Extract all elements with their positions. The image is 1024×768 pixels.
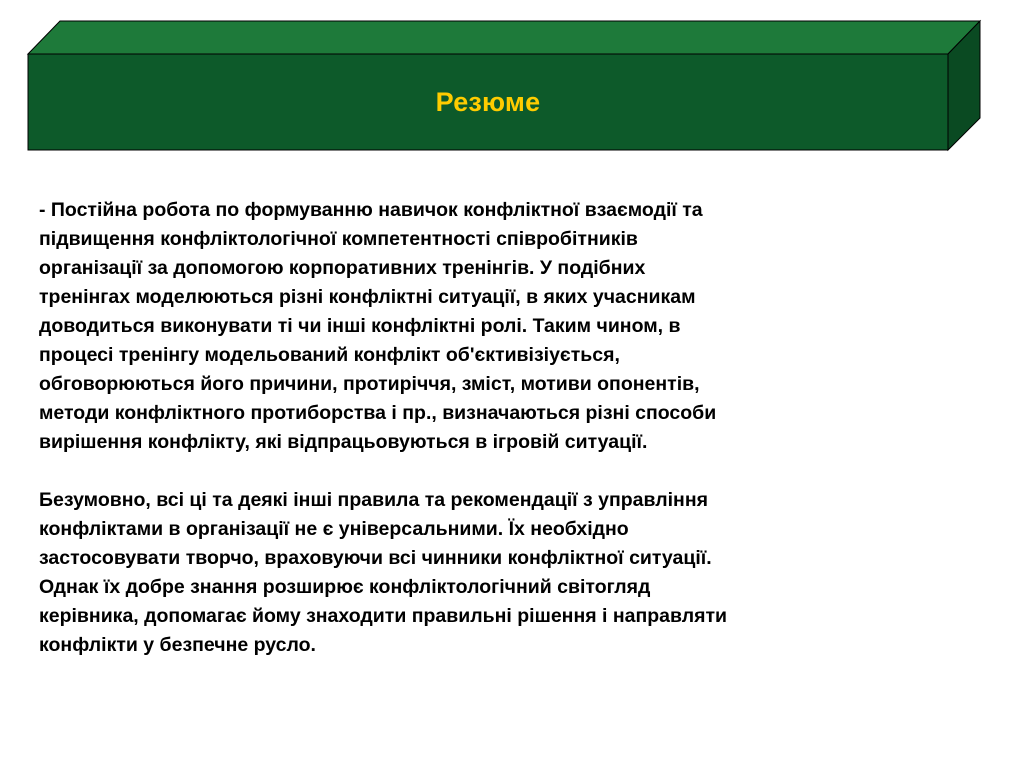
body-paragraph-2: Безумовно, всі ці та деякі інші правила та рекомендації з управління конфліктами в організації не є універсальними. Їх необхідно застосовувати творчо, враховуючи всі чинники конфліктної ситуації. Однак їх добре знання розширює конфліктологічний світогляд керівника, допомагає йому знаходити правильні рішення і направляти конфлікти у безпечне русло. [39,489,728,656]
slide-body [39,196,999,660]
title-banner-top-face [28,21,980,54]
slide-title: Резюме [435,86,541,117]
body-paragraph-1: - Постійна робота по формуванню навичок конфліктної взаємодії та підвищення конфліктологічної компетентності співробітників організації за допомогою корпоративних тренінгів. У подібних тренінгах моделюються різні конфліктні ситуації, в яких учасникам доводиться виконувати ті чи інші конфліктні ролі. Таким чином, в процесі тренінгу модельований конфлікт об'єктивізіується, обговорюються його причини, протиріччя, зміст, мотиви опонентів, методи конфліктного протиборства і пр., визначаються різні способи вирішення конфлікту, які відпрацьовуються в ігровій ситуації. [39,199,717,453]
